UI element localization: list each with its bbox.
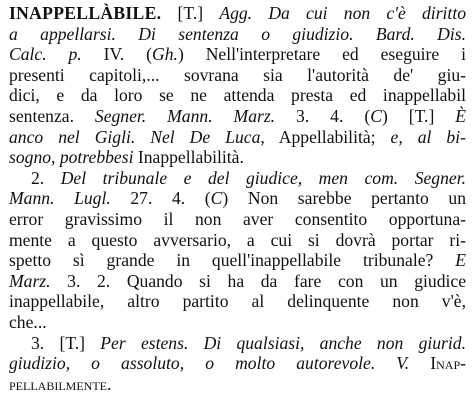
entry-text-run: 3. [T.] [31,332,101,353]
entry-line [9,271,466,292]
entry-text-run: 2. [31,167,61,188]
entry-text-run: Agg. Da cui non c'è diritto [219,3,466,23]
entry-text-run: giudizio, o assoluto, o molto autorevole. V. [9,353,410,374]
entry-text-run: a appellarsi. Di sentenza o giudizio. Bard. Dis. [9,23,466,44]
entry-line [9,24,466,45]
entry-line [9,374,466,395]
entry-line [9,127,466,148]
entry-text-run: ) Non sarebbe pertanto un [222,188,466,209]
entry-text-run: E [455,250,466,271]
entry-text-run: C [370,105,382,126]
entry-text-run: pellabilmente. [9,373,112,394]
entry-text-run: Mann. Lugl. [9,188,111,209]
entry-line [9,291,466,312]
entry-text-run: Inap- [409,353,466,374]
entry-text-run: Segner. Mann. Marz. [94,105,276,126]
entry-text-run: Marz. [9,270,51,291]
entry-text-run: ) Nell'interpretare ed eseguire i [177,44,466,65]
entry-text-run: ) [T.] [381,105,456,126]
entry-text-run: Del tribunale e del giudice, men com. Segner. [60,167,467,188]
entry-text-run: C [210,188,223,209]
entry-line [9,85,466,106]
entry-line [9,106,466,127]
entry-line [9,147,466,168]
entry-line [9,312,466,333]
entry-line [9,188,466,209]
entry-text-run: mente a questo avversario, a cui si dovrà portar ri- [9,229,466,250]
entry-text-run: sogno, potrebbesi [9,147,134,168]
headword: INAPPELLÀBILE. [9,3,162,23]
entry-text-run: sentenza. [9,105,95,126]
entry-text-run: 3. 2. Quando si ha da fare con un giudice [50,270,466,291]
entry-text [9,3,466,394]
entry-text-run: Appellabilità; [264,126,391,147]
entry-text-run: e, al bi- [390,126,466,147]
entry-text-run: Per estens. Di qualsiasi, anche non giurid. [100,332,466,353]
entry-text-run: 27. 4. ( [110,188,211,209]
entry-text-run: È [455,105,466,126]
entry-text-run: che... [9,311,47,332]
entry-line [9,168,466,189]
entry-text-run: error gravissimo il non aver consentito opportuna- [9,208,466,229]
entry-line [9,353,466,374]
entry-text-run: presenti capitoli,... sovrana sia l'autorità de' giu- [9,64,466,85]
entry-text-run: Calc. p. [9,44,82,65]
entry-text-run: dici, e da loro se ne attenda presta ed inappellabil [9,85,466,106]
entry-text-run: IV. ( [81,44,153,65]
entry-line [9,3,466,24]
entry-text-run: inappellabile, altro partito al delinquente non v'è, [9,291,466,312]
entry-line [9,65,466,86]
entry-text-run: anco nel Gigli. Nel De Luca, [9,126,265,147]
entry-line [9,209,466,230]
entry-line [9,230,466,251]
entry-text-run: [T.] [161,3,220,23]
entry-line [9,250,466,271]
entry-text-run: 3. 4. ( [275,105,371,126]
entry-line [9,333,466,354]
entry-text-run: spetto sì grande in quell'inappellabile tribunale? [9,250,456,271]
entry-text-run: Inappellabilità. [133,147,244,168]
entry-line [9,44,466,65]
entry-text-run: Gh. [152,44,178,65]
